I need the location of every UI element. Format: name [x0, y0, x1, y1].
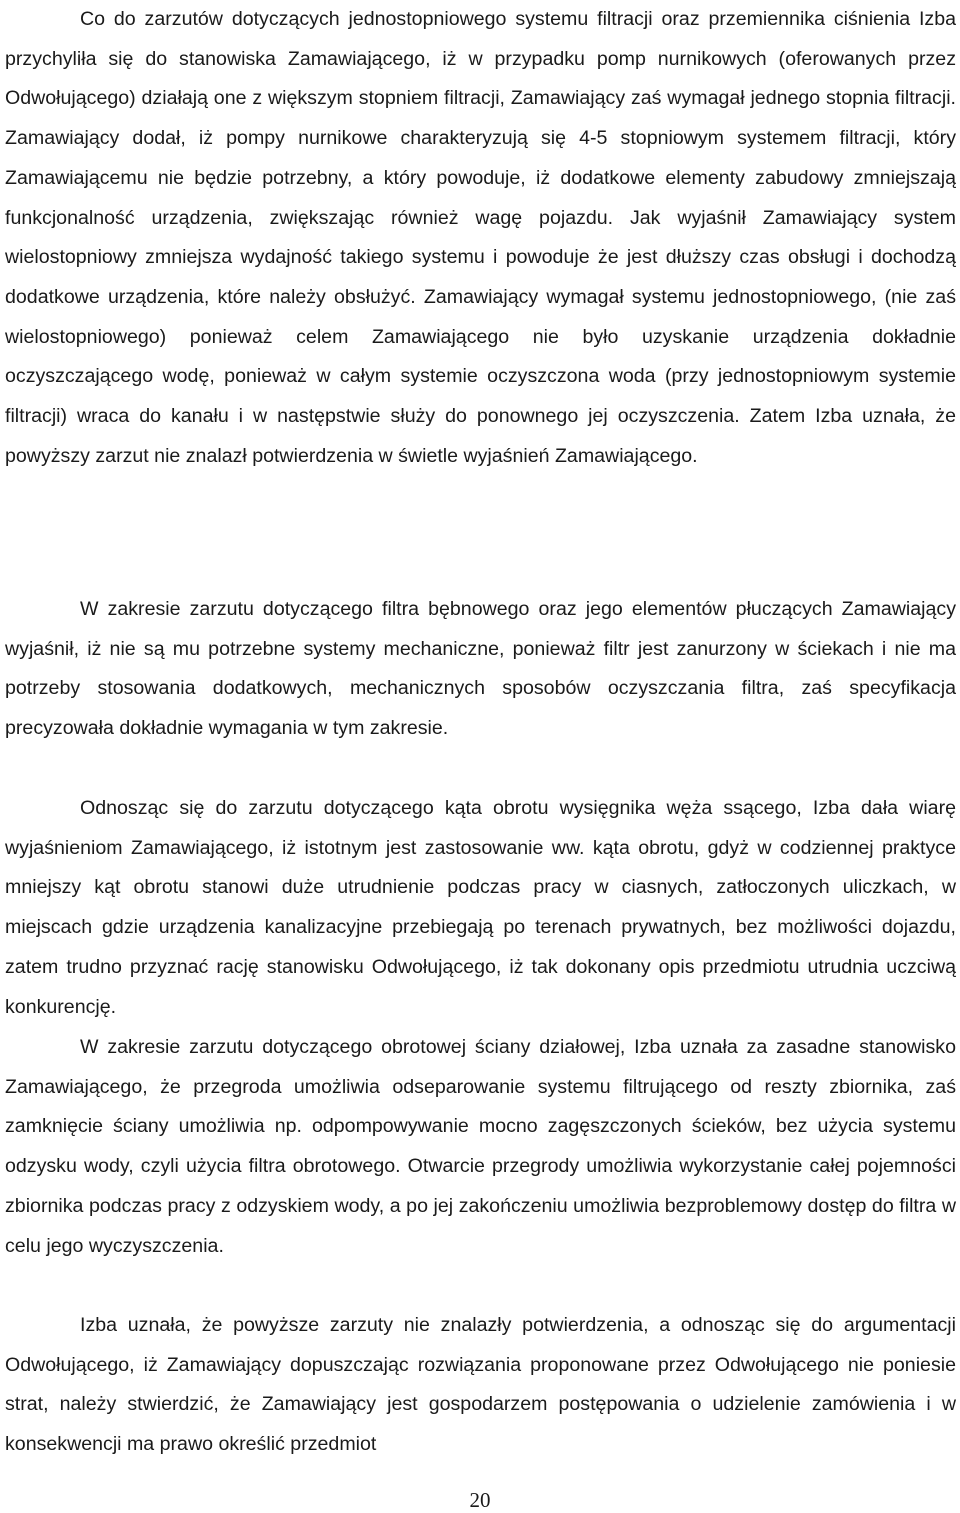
- paragraph-partition-wall: W zakresie zarzutu dotyczącego obrotowej ściany działowej, Izba uznała za zasadne stanowisko Zamawiającego, że przegroda umożliwia odseparowanie systemu filtrującego od reszty zbiornika, zaś zamknięcie ściany umożliwia np. odpompowywanie mocno zagęszczonych ścieków, bez użycia systemu odzysku wody, czyli użycia filtra obrotowego. Otwarcie przegrody umożliwia wykorzystanie całej pojemności zbiornika podczas pracy z odzyskiem wody, a po jej zakończeniu umożliwia bezproblemowy dostęp do filtra w celu jego wyczyszczenia.: [5, 1036, 956, 1257]
- paragraph-filtration-system: Co do zarzutów dotyczących jednostopniowego systemu filtracji oraz przemiennika ciśnienia Izba przychyliła się do stanowiska Zamawiającego, iż w przypadku pomp nurnikowych (oferowanych przez Odwołującego) działają one z większym stopniem filtracji, Zamawiający zaś wymagał jednego stopnia filtracji. Zamawiający dodał, iż pompy nurnikowe charakteryzują się 4-5 stopniowym systemem filtracji, który Zamawiającemu nie będzie potrzebny, a który powoduje, iż dodatkowe elementy zabudowy zmniejszają funkcjonalność urządzenia, zwiększając również wagę pojazdu. Jak wyjaśnił Zamawiający system wielostopniowy zmniejsza wydajność takiego systemu i powoduje że jest dłuższy czas obsługi i dochodzą dodatkowe urządzenia, które należy obsłużyć. Zamawiający wymagał systemu jednostopniowego, (nie zaś wielostopniowego) ponieważ celem Zamawiającego nie było uzyskanie urządzenia dokładnie oczyszczającego wodę, ponieważ w całym systemie oczyszczona woda (przy jednostopniowym systemie filtracji) wraca do kanału i w następstwie służy do ponownego jej oczyszczenia. Zatem Izba uznała, że powyższy zarzut nie znalazł potwierdzenia w świetle wyjaśnień Zamawiającego.: [5, 8, 956, 467]
- paragraph-conclusion: Izba uznała, że powyższe zarzuty nie znalazły potwierdzenia, a odnosząc się do argumentacji Odwołującego, iż Zamawiający dopuszczając rozwiązania proponowane przez Odwołującego nie poniesie strat, należy stwierdzić, że Zamawiający jest gospodarzem postępowania o udzielenie zamówienia i w konsekwencji ma prawo określić przedmiot: [5, 1314, 956, 1456]
- paragraph-boom-rotation-angle: Odnosząc się do zarzutu dotyczącego kąta obrotu wysięgnika węża ssącego, Izba dała wiarę wyjaśnieniom Zamawiającego, iż istotnym jest zastosowanie ww. kąta obrotu, gdyż w codziennej praktyce mniejszy kąt obrotu stanowi duże utrudnienie podczas pracy w ciasnych, zatłoczonych uliczkach, w miejscach gdzie urządzenia kanalizacyjne przebiegają po terenach prywatnych, bez możliwości dojazdu, zatem trudno przyznać rację stanowisku Odwołującego, iż tak dokonany opis przedmiotu utrudnia uczciwą konkurencję.: [5, 797, 956, 1018]
- page-number: 20: [469, 1488, 491, 1512]
- paragraph-drum-filter: W zakresie zarzutu dotyczącego filtra bębnowego oraz jego elementów płuczących Zamawiający wyjaśnił, iż nie są mu potrzebne systemy mechaniczne, ponieważ filtr jest zanurzony w ściekach i nie ma potrzeby stosowania dodatkowych, mechanicznych sposobów oczyszczania filtra, zaś specyfikacja precyzowała dokładnie wymagania w tym zakresie.: [5, 598, 956, 740]
